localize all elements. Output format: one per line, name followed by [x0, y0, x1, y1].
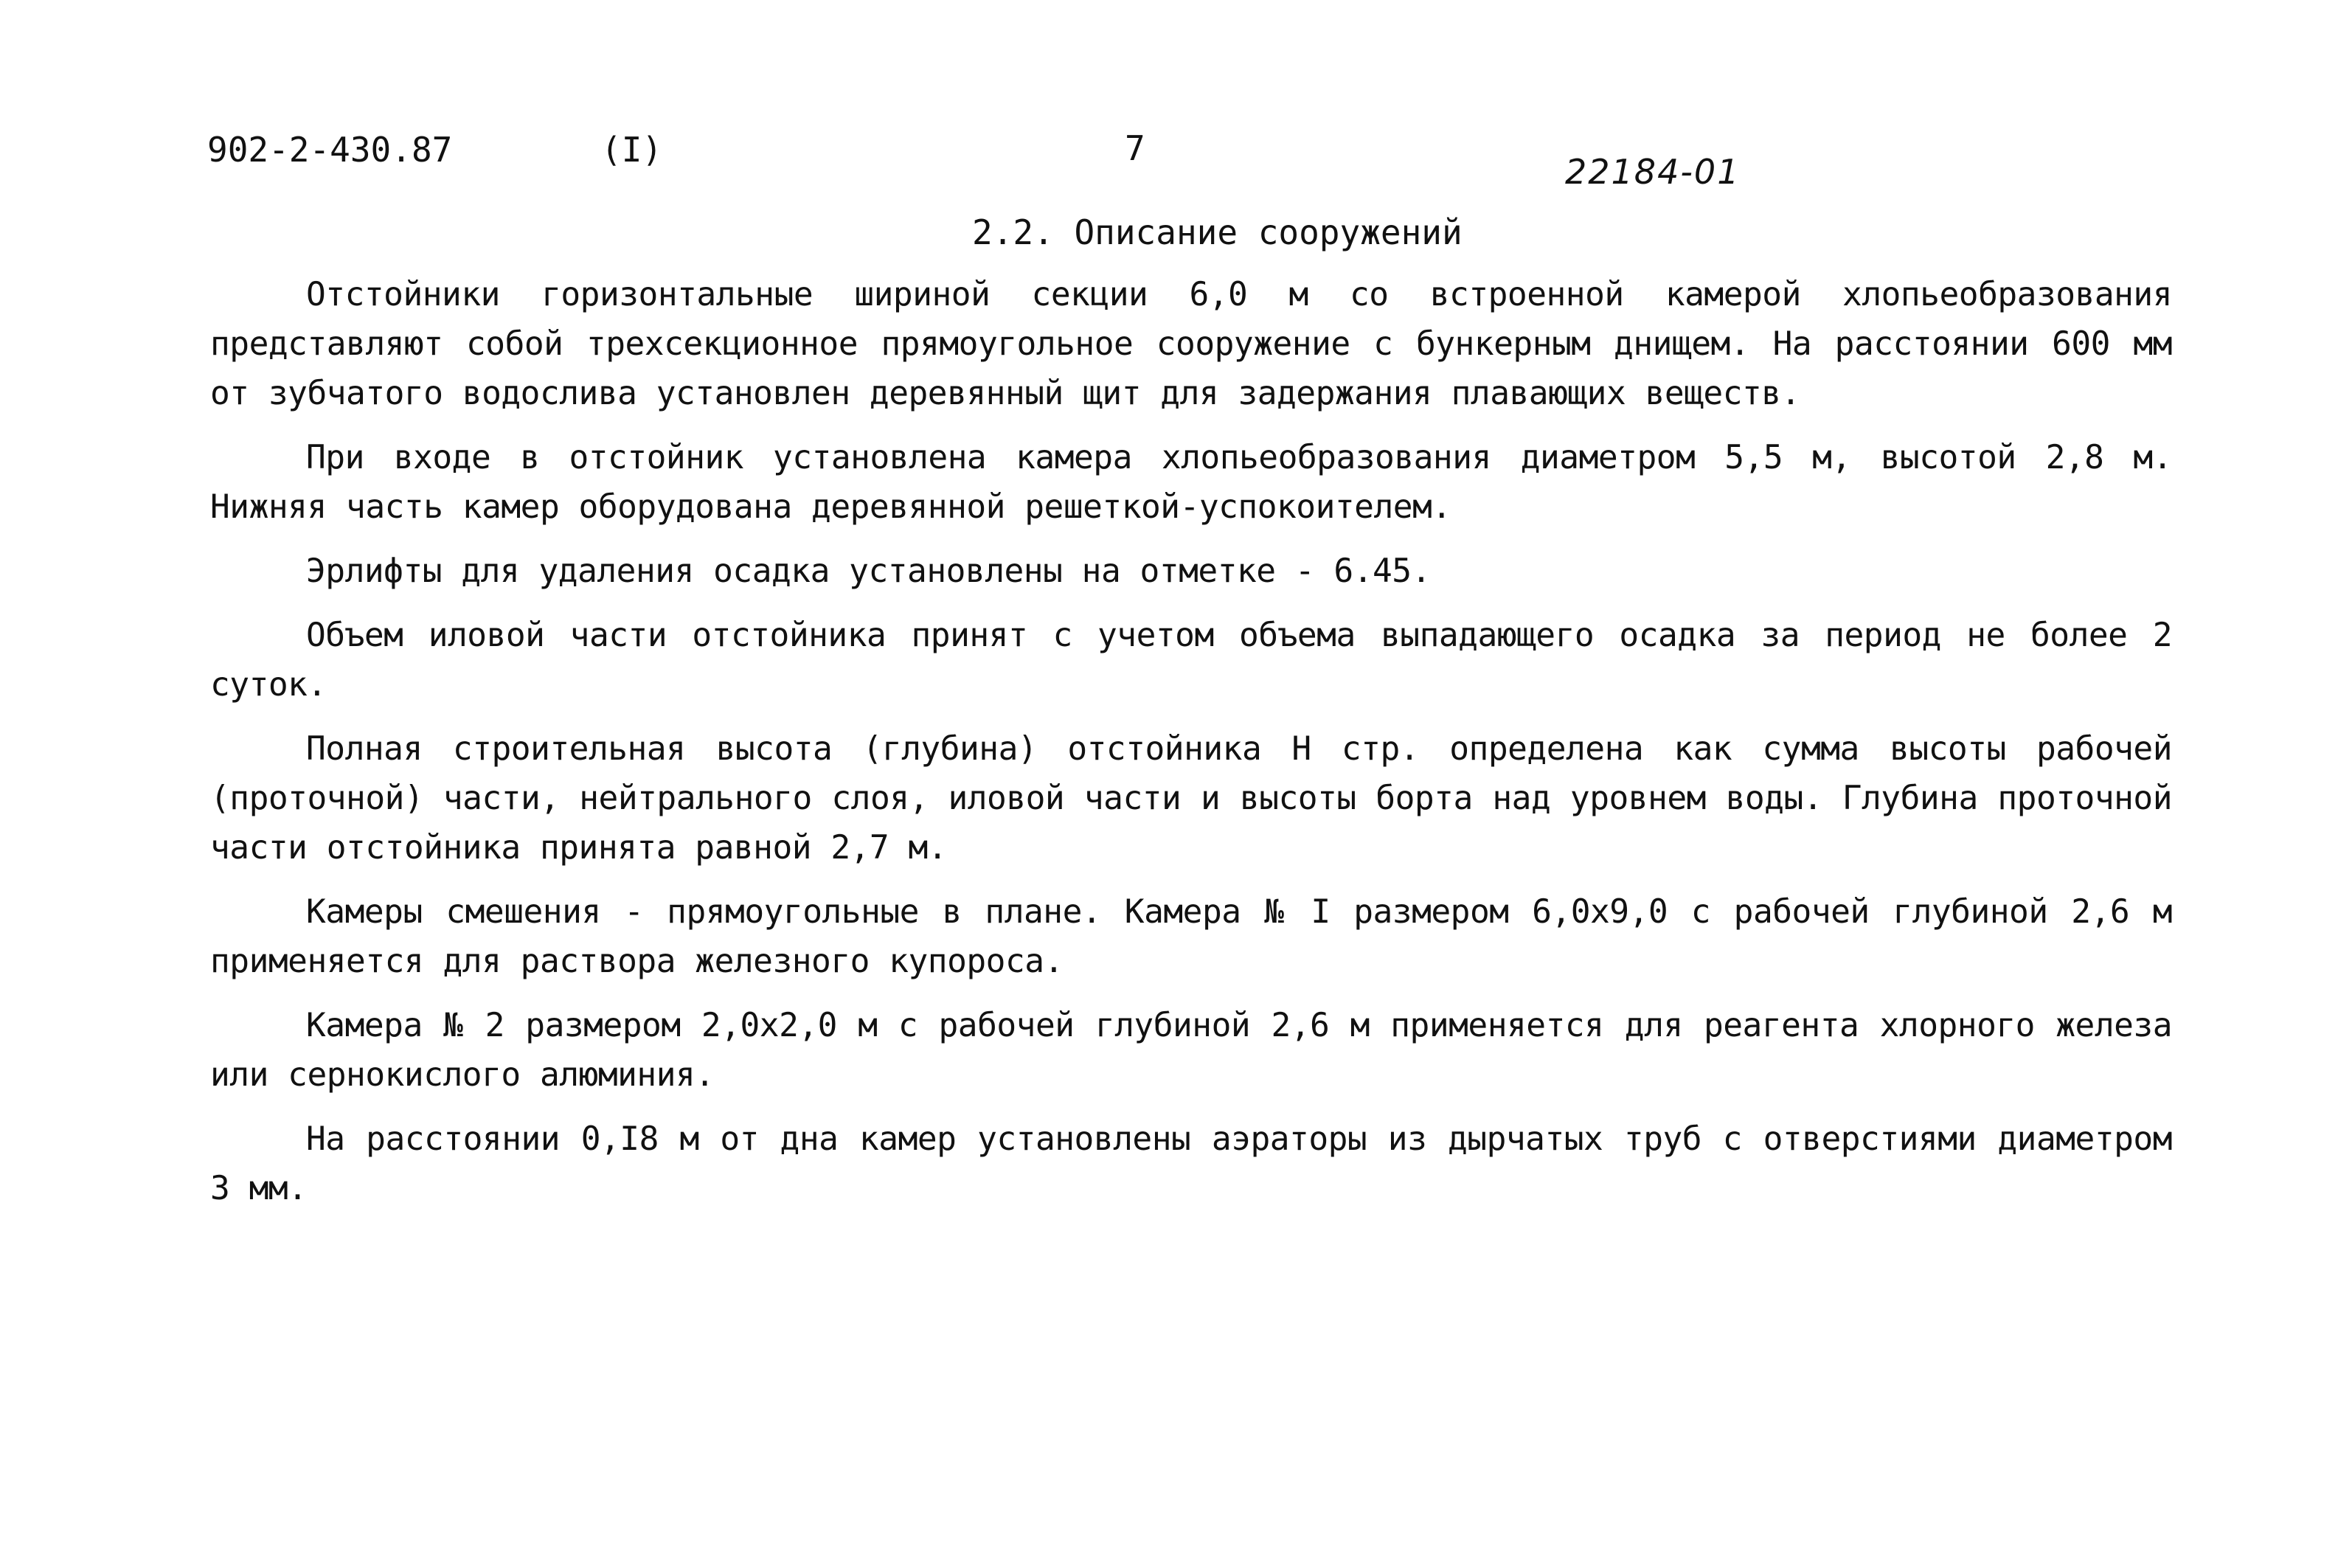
paragraph-aerators: На расстоянии 0,I8 м от дна камер установлены аэраторы из дырчатых труб с отверстиями диаметром 3 мм.: [210, 1120, 2172, 1207]
paragraph-settlers: Отстойники горизонтальные шириной секции 6,0 м со встроенной камерой хлопьеобразования представляют собой трехсекционное прямоугольное сооружение с бункерным днищем. На расстоянии 600 мм от зубчатого водослива установлен деревянный щит для задержания плавающих веществ.: [210, 276, 2172, 412]
paragraph-sludge-volume: Объем иловой части отстойника принят с учетом объема выпадающего осадка за период не более 2 суток.: [210, 617, 2172, 704]
paragraph-mixing-chamber-1: Камеры смешения - прямоугольные в плане. Камера № I размером 6,0х9,0 с рабочей глубиной 2,6 м применяется для раствора железного купороса.: [210, 893, 2172, 980]
paragraph-construction-height: Полная строительная высота (глубина) отстойника Н стр. определена как сумма высоты рабочей (проточной) части, нейтрального слоя, иловой части и высоты борта над уровнем воды. Глубина проточной части отстойника принята равной 2,7 м.: [210, 730, 2172, 867]
paragraph-airlifts: Эрлифты для удаления осадка установлены на отметке - 6.45.: [306, 552, 1431, 590]
sheet-mark: (I): [601, 130, 663, 170]
archive-number: 22184-01: [1565, 152, 1741, 192]
section-title: 2.2. Описание сооружений: [972, 212, 1463, 252]
paragraph-mixing-chamber-2: Камера № 2 размером 2,0х2,0 м с рабочей глубиной 2,6 м применяется для реагента хлорного железа или сернокислого алюминия.: [210, 1007, 2172, 1094]
document-body: [210, 270, 2172, 1213]
paragraph-flocculation-chamber: При входе в отстойник установлена камера хлопьеобразования диаметром 5,5 м, высотой 2,8 м. Нижняя часть камер оборудована деревянной решеткой-успокоителем.: [210, 439, 2172, 526]
document-code: 902-2-430.87: [207, 130, 453, 170]
page-number: 7: [1125, 128, 1145, 168]
